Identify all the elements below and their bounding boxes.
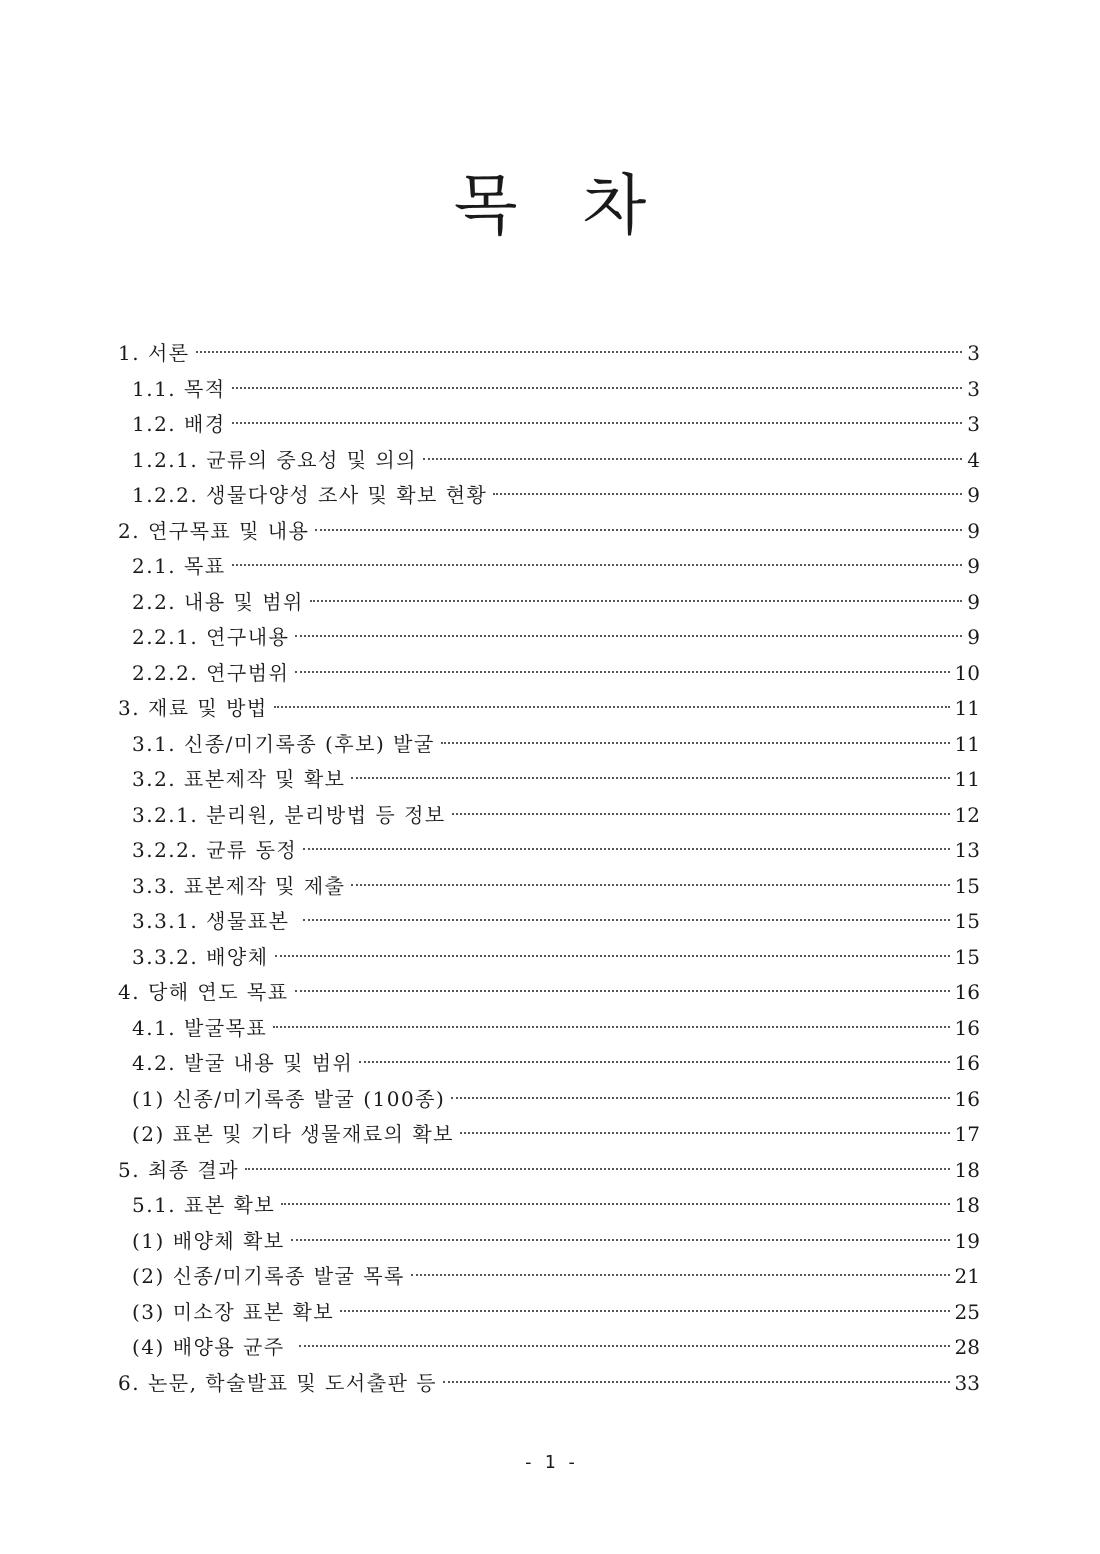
toc-entry-label: 3.3.1. 생물표본 (132, 909, 298, 933)
toc-entry[interactable] (118, 1082, 980, 1118)
toc-entry[interactable] (118, 1366, 980, 1402)
toc-entry-label: 1.2.2. 생물다양성 조사 및 확보 현황 (132, 483, 488, 507)
toc-entry-page: 16 (954, 980, 980, 1004)
toc-entry[interactable] (118, 1330, 980, 1366)
toc-entry-page: 17 (954, 1122, 980, 1146)
toc-dot-leader (196, 351, 963, 353)
toc-entry[interactable] (118, 620, 980, 656)
toc-dot-leader (411, 1274, 950, 1276)
toc-dot-leader (299, 1345, 950, 1347)
toc-entry[interactable] (118, 1117, 980, 1153)
toc-dot-leader (232, 387, 963, 389)
toc-entry-page: 13 (954, 838, 980, 862)
toc-entry-page: 12 (954, 802, 980, 827)
toc-entry-label: 2.2. 내용 및 범위 (132, 589, 304, 614)
toc-dot-leader (232, 564, 963, 566)
toc-dot-leader (274, 706, 950, 708)
toc-entry-page: 16 (954, 1051, 980, 1075)
toc-entry[interactable] (118, 1224, 980, 1260)
toc-dot-leader (340, 1310, 949, 1312)
toc-entry-page: 9 (967, 518, 980, 543)
toc-entry[interactable] (118, 1259, 980, 1295)
toc-entry[interactable] (118, 869, 980, 905)
toc-entry-label: 3.2.1. 분리원, 분리방법 등 정보 (132, 802, 446, 827)
toc-entry-label: 3.2. 표본제작 및 확보 (132, 767, 346, 791)
toc-dot-leader (295, 671, 949, 673)
toc-entry-label: 2.2.1. 연구내용 (132, 625, 290, 649)
toc-entry-page: 3 (967, 376, 980, 401)
toc-entry[interactable] (118, 514, 980, 550)
toc-entry-label: 4.2. 발굴 내용 및 범위 (132, 1051, 354, 1075)
toc-entry-label: (1) 배양체 확보 (132, 1228, 285, 1253)
toc-dot-leader (351, 777, 949, 779)
toc-entry[interactable] (118, 727, 980, 763)
toc-entry-label: 1.2. 배경 (132, 412, 226, 436)
toc-entry-page: 33 (954, 1370, 980, 1395)
toc-entry[interactable] (118, 904, 980, 940)
toc-entry[interactable] (118, 407, 980, 443)
toc-entry[interactable] (118, 975, 980, 1011)
toc-entry[interactable] (118, 372, 980, 408)
toc-entry-page: 4 (967, 447, 980, 472)
toc-entry[interactable] (118, 762, 980, 798)
toc-entry-page: 25 (954, 1299, 980, 1324)
toc-entry-label: 2. 연구목표 및 내용 (118, 518, 310, 543)
toc-entry[interactable] (118, 1295, 980, 1331)
toc-entry-page: 11 (954, 731, 980, 756)
toc-dot-leader (451, 1097, 949, 1099)
toc-entry-label: (1) 신종/미기록종 발굴 (100종) (132, 1086, 446, 1111)
toc-entry[interactable] (118, 1188, 980, 1224)
toc-entry-page: 9 (967, 625, 980, 649)
toc-entry-label: 3.1. 신종/미기록종 (후보) 발굴 (132, 731, 435, 756)
toc-entry-label: 1.2.1. 균류의 중요성 및 의의 (132, 447, 418, 472)
toc-entry[interactable] (118, 336, 980, 372)
toc-entry-label: 3.2.2. 균류 동정 (132, 838, 298, 862)
toc-entry[interactable] (118, 585, 980, 621)
toc-entry[interactable] (118, 443, 980, 479)
toc-dot-leader (245, 1168, 949, 1170)
toc-entry[interactable] (118, 1153, 980, 1189)
toc-entry-label: (3) 미소장 표본 확보 (132, 1299, 335, 1324)
toc-entry[interactable] (118, 1046, 980, 1082)
page-title: 목 차 (453, 167, 669, 244)
toc-entry-page: 15 (954, 944, 980, 969)
toc-entry-page: 15 (954, 909, 980, 933)
toc-entry-page: 9 (967, 589, 980, 614)
toc-entry-label: 5. 최종 결과 (118, 1157, 240, 1182)
toc-entry-page: 19 (954, 1228, 980, 1253)
toc-entry-label: 1.1. 목적 (132, 376, 226, 401)
table-of-contents (118, 336, 980, 1401)
toc-dot-leader (452, 813, 950, 815)
toc-entry-label: 1. 서론 (118, 341, 190, 365)
toc-entry-page: 18 (954, 1193, 980, 1217)
toc-entry-label: 2.2.2. 연구범위 (132, 660, 290, 685)
toc-entry-label: 3.3. 표본제작 및 제출 (132, 873, 346, 898)
toc-entry[interactable] (118, 478, 980, 514)
toc-entry-label: (2) 신종/미기록종 발굴 목록 (132, 1264, 405, 1288)
toc-dot-leader (295, 990, 950, 992)
toc-dot-leader (232, 422, 963, 424)
toc-entry[interactable] (118, 833, 980, 869)
toc-entry-page: 11 (954, 696, 980, 720)
toc-entry-label: 4.1. 발굴목표 (132, 1015, 268, 1040)
toc-entry[interactable] (118, 656, 980, 692)
toc-dot-leader (303, 919, 949, 921)
toc-entry[interactable] (118, 1011, 980, 1047)
toc-entry-page: 11 (954, 767, 980, 791)
toc-dot-leader (441, 742, 950, 744)
toc-dot-leader (460, 1132, 950, 1134)
toc-entry[interactable] (118, 940, 980, 976)
toc-entry[interactable] (118, 798, 980, 834)
toc-dot-leader (443, 1381, 949, 1383)
toc-entry[interactable] (118, 549, 980, 585)
toc-dot-leader (351, 884, 949, 886)
toc-dot-leader (493, 493, 962, 495)
toc-dot-leader (273, 1026, 949, 1028)
toc-entry-label: 3. 재료 및 방법 (118, 696, 268, 720)
toc-entry-page: 3 (967, 412, 980, 436)
page-number: - 1 - (522, 1452, 578, 1473)
toc-entry-page: 16 (954, 1015, 980, 1040)
toc-dot-leader (359, 1061, 949, 1063)
toc-entry-page: 21 (954, 1264, 980, 1288)
toc-entry-label: 5.1. 표본 확보 (132, 1193, 276, 1217)
toc-dot-leader (295, 635, 962, 637)
toc-entry-page: 9 (967, 554, 980, 578)
toc-entry-label: 2.1. 목표 (132, 554, 226, 578)
toc-entry-page: 18 (954, 1157, 980, 1182)
toc-entry-page: 28 (954, 1335, 980, 1359)
toc-dot-leader (281, 1203, 949, 1205)
toc-entry[interactable] (118, 691, 980, 727)
toc-entry-page: 15 (954, 873, 980, 898)
toc-entry-label: 3.3.2. 배양체 (132, 944, 269, 969)
toc-entry-page: 9 (967, 483, 980, 507)
toc-entry-label: 4. 당해 연도 목표 (118, 980, 289, 1004)
toc-dot-leader (310, 600, 962, 602)
toc-dot-leader (315, 529, 962, 531)
toc-entry-label: (4) 배양용 균주 (132, 1335, 293, 1359)
toc-dot-leader (275, 955, 950, 957)
toc-dot-leader (291, 1239, 950, 1241)
toc-entry-label: 6. 논문, 학술발표 및 도서출판 등 (118, 1370, 438, 1395)
toc-dot-leader (423, 458, 962, 460)
toc-entry-page: 16 (954, 1086, 980, 1111)
toc-entry-page: 10 (954, 660, 980, 685)
toc-entry-page: 3 (967, 341, 980, 365)
toc-entry-label: (2) 표본 및 기타 생물재료의 확보 (132, 1122, 454, 1146)
toc-dot-leader (303, 848, 949, 850)
